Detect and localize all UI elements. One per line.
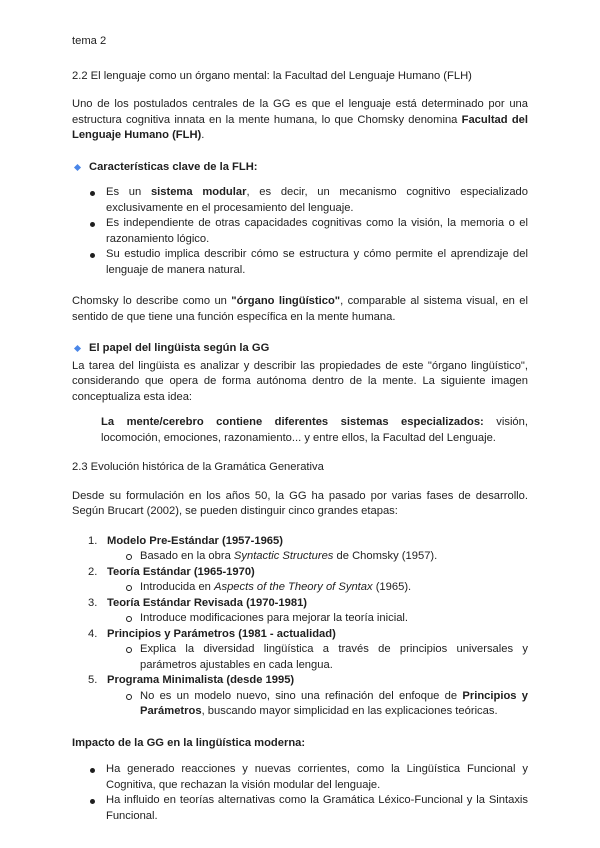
stage-title: Teoría Estándar (1965-1970) [107, 565, 255, 578]
diamond-bullet-icon [74, 345, 81, 352]
organ-paragraph: Chomsky lo describe como un "órgano lingüístico", comparable al sistema visual, en el sentido de que tiene una función específica en la mente humana. [72, 295, 528, 323]
list-item: Ha generado reacciones y nuevas corrientes, como la Lingüística Funcional y Cognitiva, que rechazan la visión modular del lenguaje. [90, 762, 528, 793]
list-item: Es un sistema modular, es decir, un mecanismo cognitivo especializado exclusivamente en el procesamiento del lenguaje. [90, 185, 528, 216]
evolution-intro-paragraph: Desde su formulación en los años 50, la GG ha pasado por varias fases de desarrollo. Según Brucart (2002), se pueden distinguir cinco grandes etapas: [72, 489, 528, 517]
circle-bullet-icon [126, 585, 132, 591]
circle-bullet-icon [126, 647, 132, 653]
flh-term: Facultad del Lenguaje Humano (FLH) [72, 113, 528, 141]
bullet-icon [90, 191, 95, 196]
circle-bullet-icon [126, 554, 132, 560]
circle-bullet-icon [126, 694, 132, 700]
stage-title: Principios y Parámetros (1981 - actualidad) [107, 627, 336, 640]
stage-item: 5. Programa Minimalista (desde 1995) No es un modelo nuevo, sino una refinación del enfoque de Principios y Parámetros, buscando mayor simplicidad en las explicaciones teóricas. [88, 673, 528, 720]
stage-item: 2. Teoría Estándar (1965-1970) Introducida en Aspects of the Theory of Syntax (1965). [88, 565, 528, 596]
stage-item: 3. Teoría Estándar Revisada (1970-1981) Introduce modificaciones para mejorar la teoría inicial. [88, 596, 528, 627]
impact-heading: Impacto de la GG en la lingüística moderna: [72, 736, 306, 749]
section-2-3-title: 2.3 Evolución histórica de la Gramática Generativa [72, 461, 324, 473]
bullet-icon [90, 222, 95, 227]
stages-list [72, 534, 528, 720]
section-2-2-title: 2.2 El lenguaje como un órgano mental: la Facultad del Lenguaje Humano (FLH) [72, 69, 472, 82]
stage-description: Explica la diversidad lingüística a través de principios universales y parámetros ajustables en cada lengua. [107, 642, 528, 673]
bullet-icon [90, 799, 95, 804]
stage-item: 4. Principios y Parámetros (1981 - actualidad) Explica la diversidad lingüística a través de principios universales y parámetros ajustables en cada lengua. [88, 627, 528, 674]
organ-term: "órgano lingüístico" [231, 295, 341, 307]
list-item: Es independiente de otras capacidades cognitivas como la visión, la memoria o el razonamiento lógico. [90, 216, 528, 247]
page-header: tema 2 [72, 35, 107, 47]
circle-bullet-icon [126, 616, 132, 622]
stage-title: Modelo Pre-Estándar (1957-1965) [107, 534, 283, 547]
features-list [72, 185, 528, 278]
features-heading: Características clave de la FLH: [72, 160, 528, 176]
list-item: Ha influido en teorías alternativas como la Gramática Léxico-Funcional y la Sintaxis Funcional. [90, 793, 528, 824]
flh-intro-paragraph: Uno de los postulados centrales de la GG es que el lenguaje está determinado por una estructura cognitiva innata en la mente humana, lo que Chomsky denomina Facultad del Lenguaje Humano (FLH). [72, 98, 528, 141]
linguist-role-heading: El papel del lingüista según la GG [72, 341, 528, 357]
stage-title: Teoría Estándar Revisada (1970-1981) [107, 596, 308, 609]
diamond-bullet-icon [74, 164, 81, 171]
impact-list [72, 762, 528, 824]
bullet-icon [90, 768, 95, 773]
bullet-icon [90, 253, 95, 258]
mind-quote-block: La mente/cerebro contiene diferentes sistemas especializados: visión, locomoción, emociones, razonamiento... y entre ellos, la Facultad del Lenguaje. [101, 416, 528, 444]
stage-description: Basado en la obra Syntactic Structures de Chomsky (1957). [107, 549, 528, 565]
stage-description: Introducida en Aspects of the Theory of Syntax (1965). [107, 580, 528, 596]
stage-item: 1. Modelo Pre-Estándar (1957-1965) Basado en la obra Syntactic Structures de Chomsky (1957). [88, 534, 528, 565]
stage-title: Programa Minimalista (desde 1995) [107, 674, 295, 686]
stage-description: No es un modelo nuevo, sino una refinación del enfoque de Principios y Parámetros, buscando mayor simplicidad en las explicaciones teóricas. [107, 689, 528, 720]
linguist-role-paragraph: La tarea del lingüista es analizar y describir las propiedades de este "órgano lingüístico", considerando que opera de forma autónoma dentro de la mente. La siguiente imagen conceptualiza esta idea: [72, 359, 528, 403]
list-item: Su estudio implica describir cómo se estructura y cómo permite el aprendizaje del lenguaje de manera natural. [90, 247, 528, 278]
stage-description: Introduce modificaciones para mejorar la teoría inicial. [107, 611, 528, 627]
